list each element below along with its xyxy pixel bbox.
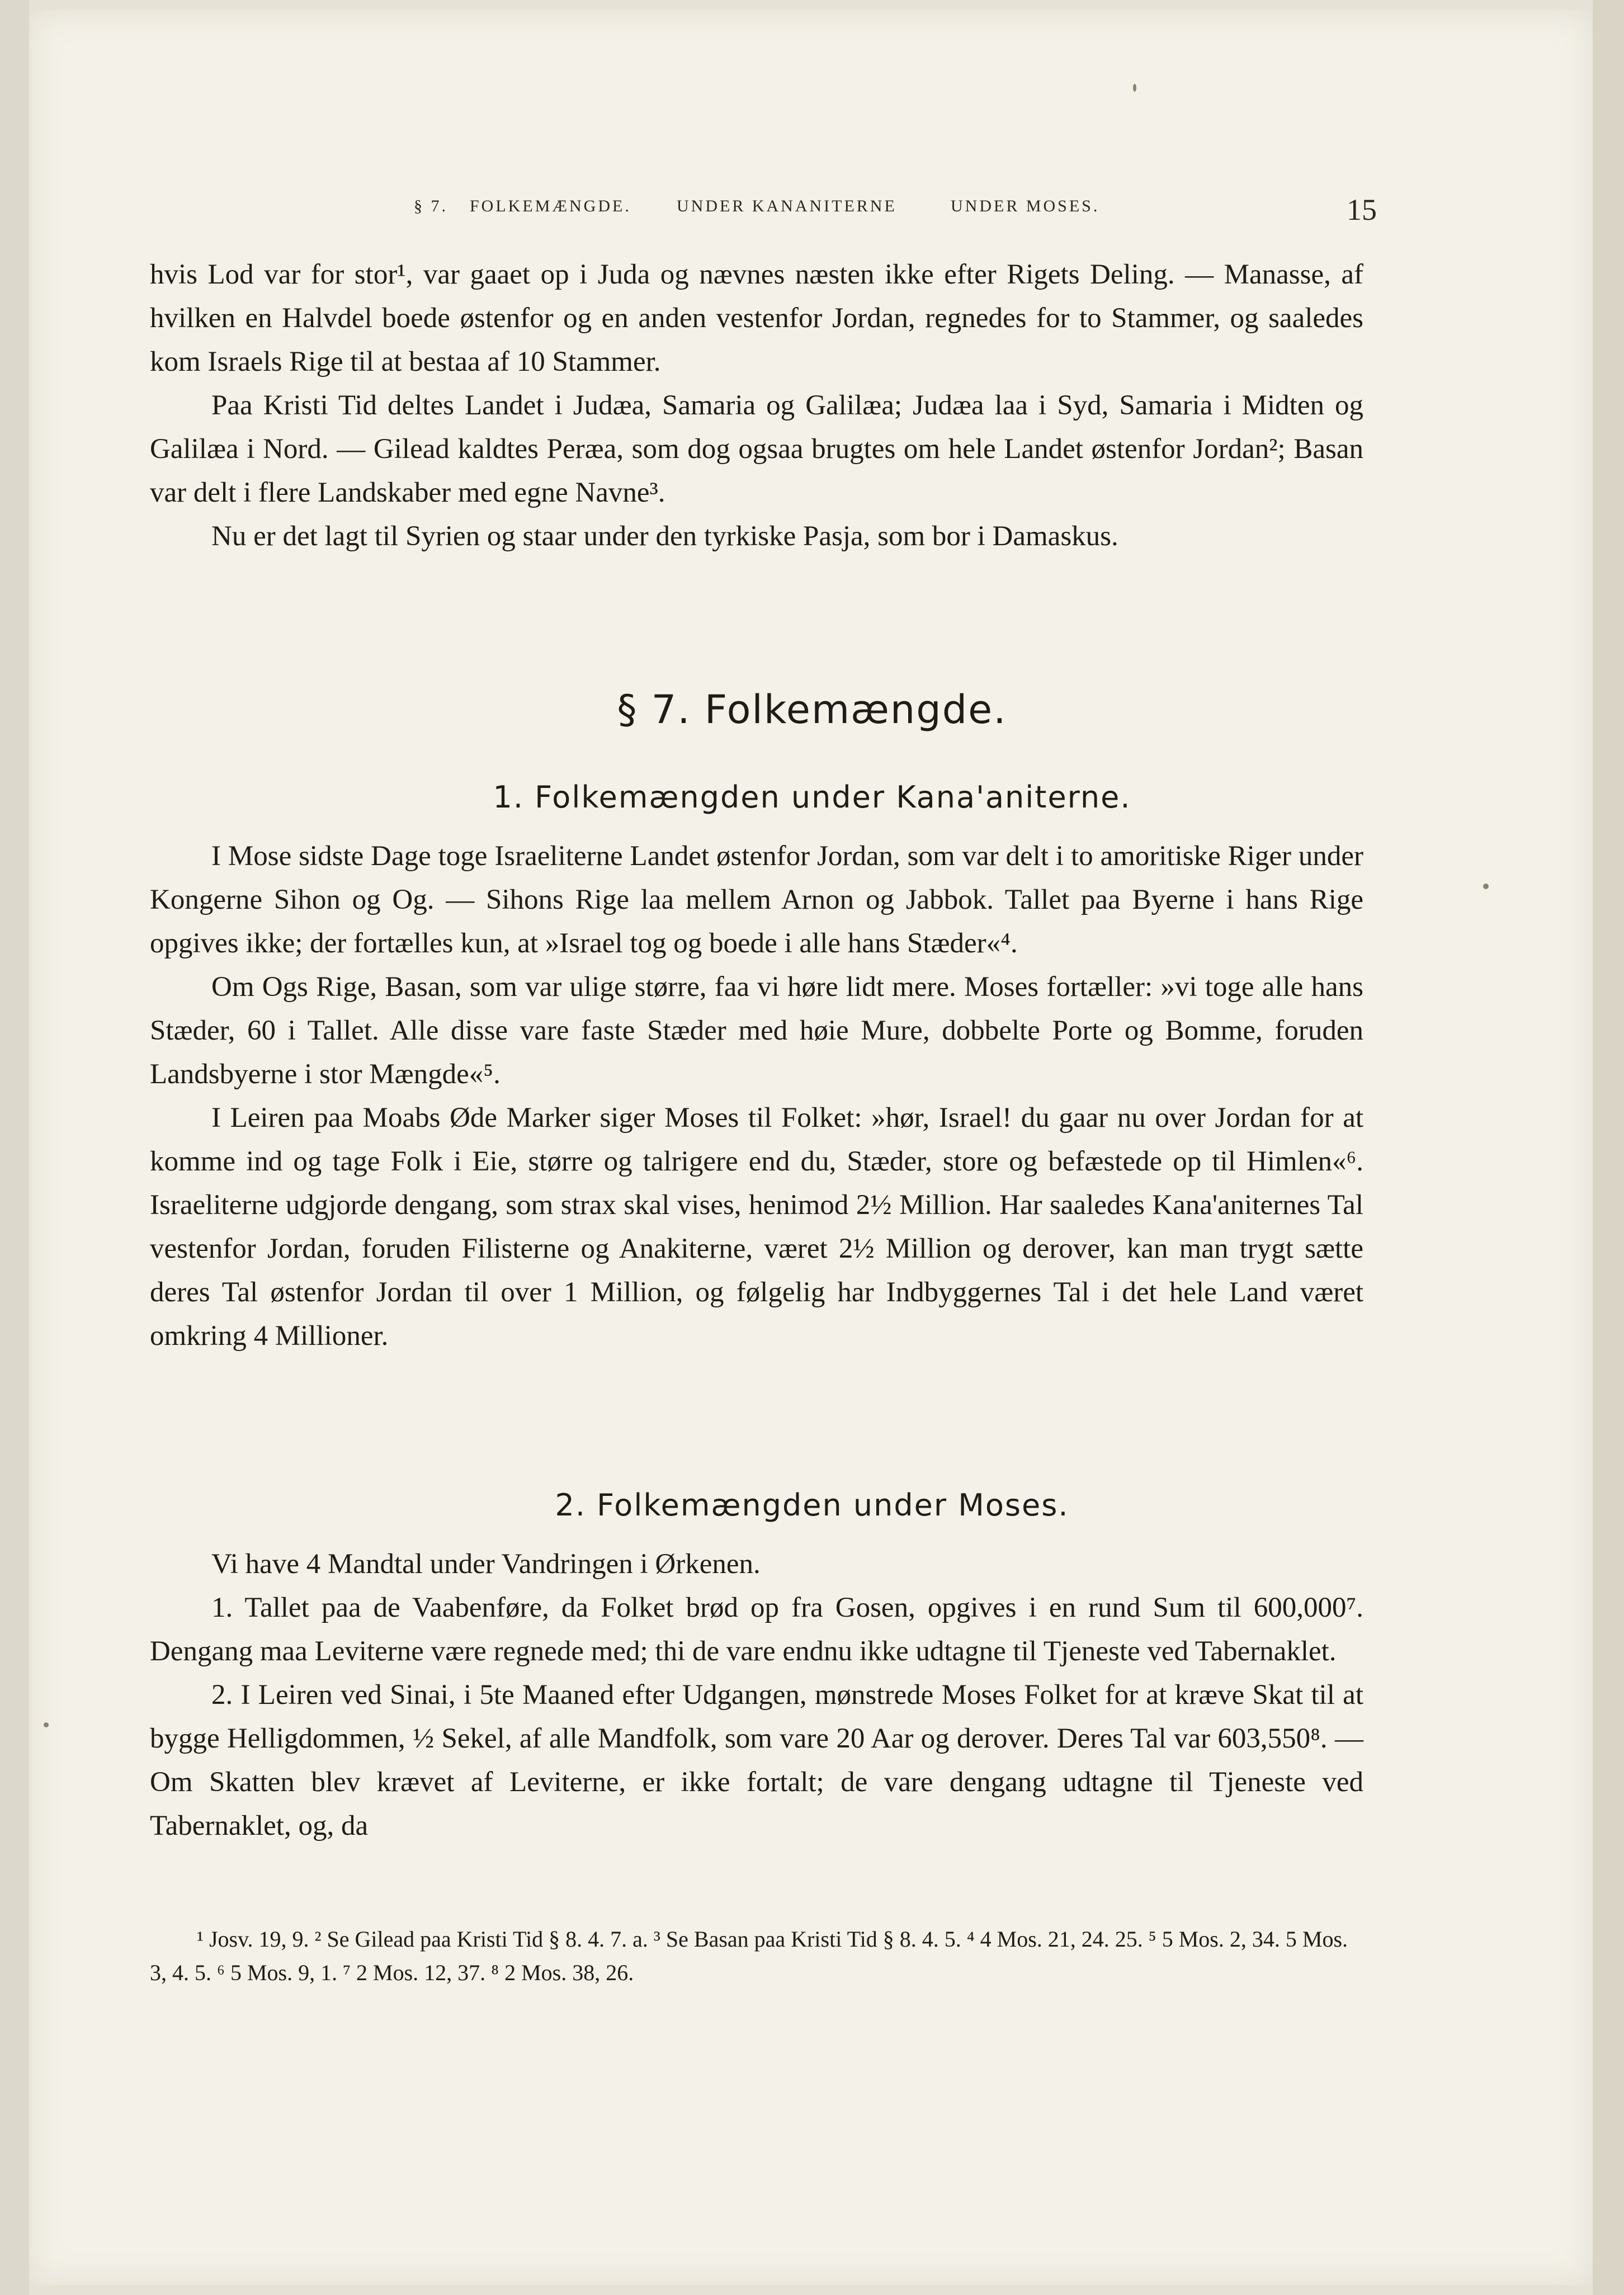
- paragraph: Vi have 4 Mandtal under Vandringen i Ørkenen.: [211, 1548, 761, 1580]
- paragraph: I Leiren paa Moabs Øde Marker siger Moses til Folket: »hør, Israel! du gaar nu over Jordan for at komme ind og tage Folk i Eie, større og talrigere end du, Stæder, store og befæstede op til Himlen«⁶. Israeliterne udgjorde dengang, som strax skal vises, henimod 2½ Million. Har saaledes Kana'aniternes Tal vestenfor Jordan, foruden Filisterne og Anakiterne, været 2½ Million og derover, kan man trygt sætte deres Tal østenfor Jordan til over 1 Million, og følgelig har Indbyggernes Tal i det hele Land været omkring 4 Millioner.: [150, 1102, 1363, 1352]
- paper-speck: [1133, 84, 1136, 92]
- paragraph: I Mose sidste Dage toge Israeliterne Landet østenfor Jordan, som var delt i to amoritiske Riger under Kongerne Sihon og Og. — Sihons Rige laa mellem Arnon og Jabbok. Tallet paa Byerne i hans Rige opgives ikke; der fortælles kun, at »Israel tog og boede i alle hans Stæder«⁴.: [150, 840, 1363, 959]
- running-head-section: § 7.: [414, 197, 448, 215]
- running-head-item: UNDER MOSES.: [951, 197, 1100, 215]
- scan-right-edge: [1593, 0, 1624, 2295]
- running-head-item: FOLKEMÆNGDE.: [470, 197, 631, 215]
- subsection-1-title: 1. Folkemængden under Kana'aniterne.: [493, 780, 1131, 815]
- page-number: 15: [1347, 193, 1377, 226]
- paragraph: hvis Lod var for stor¹, var gaaet op i Juda og nævnes næsten ikke efter Rigets Deling. — Manasse, af hvilken en Halvdel boede østenfor og en anden vestenfor Jordan, regnedes for to Stammer, og saaledes kom Israels Rige til at bestaa af 10 Stammer.: [150, 259, 1363, 377]
- running-head-item: UNDER KANANITERNE: [677, 197, 897, 215]
- scan-left-edge: [0, 0, 29, 2295]
- footnotes: [150, 1923, 1363, 1990]
- paragraph: Om Ogs Rige, Basan, som var ulige større, faa vi høre lidt mere. Moses fortæller: »vi toge alle hans Stæder, 60 i Tallet. Alle disse vare faste Stæder med høie Mure, dobbelte Porte og Bomme, foruden Landsbyerne i stor Mængde«⁵.: [150, 971, 1363, 1090]
- footnote-text: ¹ Josv. 19, 9. ² Se Gilead paa Kristi Tid § 8. 4. 7. a. ³ Se Basan paa Kristi Tid § 8. 4. 5. ⁴ 4 Mos. 21, 24. 25. ⁵ 5 Mos. 2, 34. 5 Mos. 3, 4. 5. ⁶ 5 Mos. 9, 1. ⁷ 2 Mos. 12, 37. ⁸ 2 Mos. 38, 26.: [150, 1926, 1348, 1985]
- paper-speck: [1483, 884, 1489, 889]
- paragraph: 1. Tallet paa de Vaabenføre, da Folket brød op fra Gosen, opgives i en rund Sum til 600,000⁷. Dengang maa Leviterne være regnede med; thi de vare endnu ikke udtagne til Tjeneste ved Tabernaklet.: [150, 1592, 1363, 1667]
- subsection-2-title: 2. Folkemængden under Moses.: [555, 1488, 1069, 1523]
- paragraph: 2. I Leiren ved Sinai, i 5te Maaned efter Udgangen, mønstrede Moses Folket for at kræve Skat til at bygge Helligdommen, ½ Sekel, af alle Mandfolk, som vare 20 Aar og derover. Deres Tal var 603,550⁸. — Om Skatten blev krævet af Leviterne, er ikke fortalt; de vare dengang udtagne til Tjeneste ved Tabernaklet, og, da: [150, 1679, 1363, 1841]
- paragraph: Paa Kristi Tid deltes Landet i Judæa, Samaria og Galilæa; Judæa laa i Syd, Samaria i Midten og Galilæa i Nord. — Gilead kaldtes Peræa, som dog ogsaa brugtes om hele Landet østenfor Jordan²; Basan var delt i flere Landskaber med egne Navne³.: [150, 390, 1363, 508]
- subsection-1-text: [150, 834, 1363, 1358]
- section-title: § 7. Folkemængde.: [617, 687, 1007, 733]
- intro-text: [150, 253, 1363, 558]
- paper-speck: [44, 1722, 49, 1727]
- subsection-2-text: [150, 1542, 1363, 1848]
- paragraph: Nu er det lagt til Syrien og staar under den tyrkiske Pasja, som bor i Damaskus.: [211, 521, 1118, 552]
